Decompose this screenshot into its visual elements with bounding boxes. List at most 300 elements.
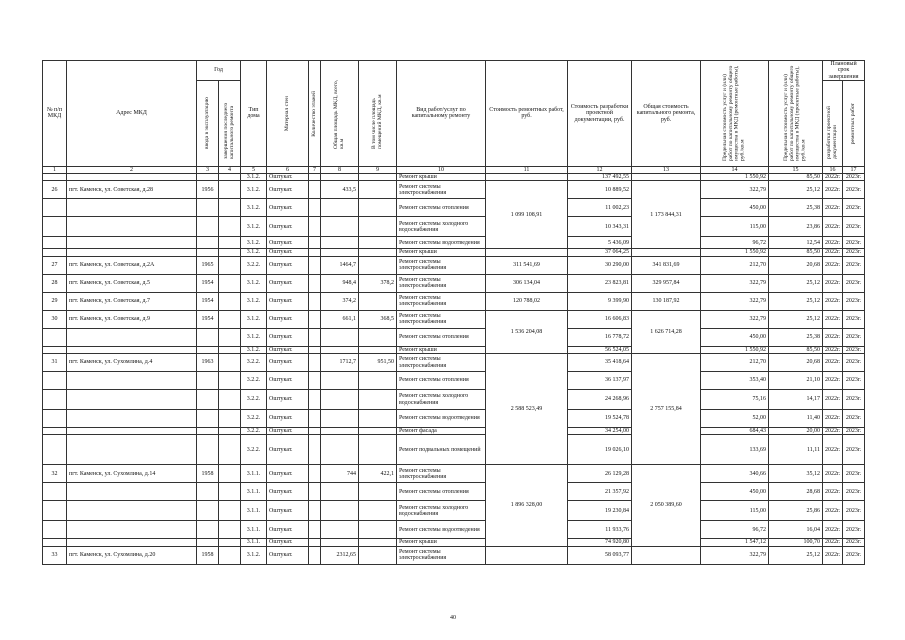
floors-cell [309, 256, 321, 274]
design-deadline-cell: 2022г. [823, 390, 843, 410]
wall-material-cell: Оштукат. [267, 521, 309, 539]
house-type-cell: 3.1.1. [241, 521, 267, 539]
house-type-cell: 3.1.1. [241, 465, 267, 483]
work-type-cell: Ремонт крыши [397, 174, 486, 181]
design-cost-cell: 16 606,83 [568, 310, 632, 328]
col-header-floors [309, 61, 321, 167]
house-type-cell: 3.1.1. [241, 539, 267, 546]
total-area-cell: 1712,7 [321, 354, 359, 372]
repair-cost-cell: 2 588 523,49 [486, 354, 568, 465]
repair-cost-cell: 1 896 328,00 [486, 465, 568, 546]
house-type-cell: 3.2.2. [241, 354, 267, 372]
repair-deadline-cell: 2023г. [843, 328, 865, 346]
max-design-cost-cell: 23,86 [769, 217, 823, 237]
max-repair-cost-cell: 450,00 [701, 199, 769, 217]
total-area-cell: 744 [321, 465, 359, 483]
wall-material-label: Материал стен [283, 95, 290, 132]
design-cost-cell: 23 823,81 [568, 274, 632, 292]
floors-cell [309, 249, 321, 256]
max-design-cost-cell: 25,12 [769, 546, 823, 564]
design-cost-cell: 16 778,72 [568, 328, 632, 346]
last-repair-year-cell [219, 428, 241, 435]
design-deadline-cell: 2022г. [823, 328, 843, 346]
design-deadline-cell: 2022г. [823, 539, 843, 546]
work-type-cell: Ремонт системы водоотведения [397, 237, 486, 249]
design-cost-cell: 10 889,52 [568, 181, 632, 199]
address-cell: пгт. Каменск, ул. Советская, д.28 [67, 181, 197, 199]
col-header-max-design-cost [769, 61, 823, 167]
wall-material-cell: Оштукат. [267, 501, 309, 521]
repair-deadline-cell: 2023г. [843, 181, 865, 199]
house-type-cell: 3.1.2. [241, 328, 267, 346]
last-repair-year-cell [219, 292, 241, 310]
floors-cell [309, 483, 321, 501]
work-type-cell: Ремонт системы электроснабжения [397, 274, 486, 292]
mkd-number-cell [43, 346, 67, 353]
design-deadline-cell: 2022г. [823, 249, 843, 256]
column-number: 9 [359, 166, 397, 173]
max-repair-cost-cell: 450,00 [701, 483, 769, 501]
house-type-cell: 3.1.2. [241, 199, 267, 217]
total-area-cell [321, 428, 359, 435]
floors-cell [309, 390, 321, 410]
last-repair-year-cell [219, 217, 241, 237]
total-area-cell: 661,1 [321, 310, 359, 328]
mkd-number-cell [43, 199, 67, 217]
floors-cell [309, 539, 321, 546]
total-area-cell [321, 217, 359, 237]
work-type-cell: Ремонт системы холодного водоснабжения [397, 217, 486, 237]
work-type-cell: Ремонт системы водоотведения [397, 410, 486, 428]
work-type-cell: Ремонт системы электроснабжения [397, 465, 486, 483]
house-type-cell: 3.2.2. [241, 372, 267, 390]
max-repair-cost-cell: 1 550,92 [701, 346, 769, 353]
design-cost-cell: 19 524,78 [568, 410, 632, 428]
premises-area-cell [359, 217, 397, 237]
table-row [43, 249, 865, 256]
column-number-row [43, 166, 865, 173]
mkd-number-cell: 31 [43, 354, 67, 372]
premises-area-cell [359, 292, 397, 310]
col-header-total-area [321, 61, 359, 167]
mkd-number-cell: 26 [43, 181, 67, 199]
column-number: 14 [701, 166, 769, 173]
floors-cell [309, 217, 321, 237]
column-number: 12 [568, 166, 632, 173]
total-area-cell: 433,5 [321, 181, 359, 199]
design-cost-cell: 58 093,77 [568, 546, 632, 564]
wall-material-cell: Оштукат. [267, 410, 309, 428]
last-repair-year-cell [219, 181, 241, 199]
premises-area-cell [359, 249, 397, 256]
repair-deadline-cell: 2023г. [843, 310, 865, 328]
design-deadline-cell: 2022г. [823, 292, 843, 310]
col-header-wall-material [267, 61, 309, 167]
wall-material-cell: Оштукат. [267, 274, 309, 292]
design-cost-cell: 37 064,25 [568, 249, 632, 256]
max-design-cost-label: Предельная стоимость услуг и (или) работ по капитальному ремонту общего имущества в МКД (проектные работы), руб./кв.м [782, 66, 807, 162]
col-header-last-repair-year [219, 80, 241, 166]
total-area-cell: 374,2 [321, 292, 359, 310]
mkd-number-cell [43, 249, 67, 256]
repair-cost-cell: 120 788,02 [486, 292, 568, 310]
total-cost-cell: 329 957,84 [632, 274, 701, 292]
address-cell: пгт. Каменск, ул. Советская, д.7 [67, 292, 197, 310]
address-cell [67, 410, 197, 428]
col-header-design-cost: Стоимость разработки проектной документации, руб. [568, 61, 632, 167]
design-deadline-cell: 2022г. [823, 465, 843, 483]
address-cell [67, 539, 197, 546]
total-cost-cell: 130 187,92 [632, 292, 701, 310]
table-row [43, 354, 865, 372]
work-type-cell: Ремонт системы отопления [397, 372, 486, 390]
last-repair-year-cell [219, 410, 241, 428]
house-type-cell: 3.1.2. [241, 310, 267, 328]
premises-area-cell [359, 256, 397, 274]
table-row [43, 546, 865, 564]
table-row [43, 521, 865, 539]
premises-area-cell [359, 435, 397, 465]
total-area-cell: 2312,65 [321, 546, 359, 564]
table-row [43, 292, 865, 310]
premises-area-cell [359, 483, 397, 501]
max-repair-cost-cell: 96,72 [701, 237, 769, 249]
table-row [43, 310, 865, 328]
design-cost-cell: 137 492,55 [568, 174, 632, 181]
max-repair-cost-cell: 115,00 [701, 217, 769, 237]
max-design-cost-cell: 11,40 [769, 410, 823, 428]
table-row [43, 174, 865, 181]
total-area-cell [321, 435, 359, 465]
last-repair-year-cell [219, 310, 241, 328]
design-cost-cell: 30 290,00 [568, 256, 632, 274]
max-design-cost-cell: 28,68 [769, 483, 823, 501]
design-deadline-cell: 2022г. [823, 174, 843, 181]
wall-material-cell: Оштукат. [267, 539, 309, 546]
floors-cell [309, 428, 321, 435]
commission-year-cell [197, 217, 219, 237]
col-header-premises-area [359, 61, 397, 167]
repair-deadline-cell: 2023г. [843, 435, 865, 465]
repair-deadline-cell: 2023г. [843, 483, 865, 501]
work-type-cell: Ремонт фасада [397, 428, 486, 435]
address-cell: пгт. Каменск, ул. Сухомлина, д.4 [67, 354, 197, 372]
table-row [43, 181, 865, 199]
house-type-cell: 3.2.2. [241, 435, 267, 465]
commission-year-label: ввода в эксплуатацию [203, 97, 210, 150]
house-type-cell: 3.1.2. [241, 181, 267, 199]
repair-cost-cell: 306 134,04 [486, 274, 568, 292]
premises-area-cell [359, 521, 397, 539]
commission-year-cell [197, 328, 219, 346]
address-cell [67, 428, 197, 435]
design-cost-cell: 26 129,28 [568, 465, 632, 483]
address-cell [67, 483, 197, 501]
wall-material-cell: Оштукат. [267, 372, 309, 390]
col-header-total-cost: Общая стоимость капитального ремонта, руб. [632, 61, 701, 167]
col-header-repair-cost: Стоимость ремонтных работ, руб. [486, 61, 568, 167]
house-type-cell: 3.2.2. [241, 256, 267, 274]
col-header-year-group: Год [197, 61, 241, 81]
house-type-cell: 3.1.1. [241, 501, 267, 521]
wall-material-cell: Оштукат. [267, 174, 309, 181]
commission-year-cell: 1954 [197, 310, 219, 328]
floors-cell [309, 465, 321, 483]
repair-deadline-cell: 2023г. [843, 546, 865, 564]
wall-material-cell: Оштукат. [267, 428, 309, 435]
total-cost-cell [632, 249, 701, 256]
column-number: 7 [309, 166, 321, 173]
repair-deadline-cell: 2023г. [843, 372, 865, 390]
design-cost-cell: 35 418,64 [568, 354, 632, 372]
max-design-cost-cell: 100,70 [769, 539, 823, 546]
wall-material-cell: Оштукат. [267, 465, 309, 483]
column-number: 17 [843, 166, 865, 173]
column-number: 8 [321, 166, 359, 173]
col-header-commission-year [197, 80, 219, 166]
wall-material-cell: Оштукат. [267, 390, 309, 410]
table-row [43, 217, 865, 237]
address-cell [67, 521, 197, 539]
premises-area-cell [359, 181, 397, 199]
max-design-cost-cell: 85,50 [769, 249, 823, 256]
house-type-cell: 3.1.2. [241, 237, 267, 249]
floors-cell [309, 174, 321, 181]
design-deadline-cell: 2022г. [823, 346, 843, 353]
table-row [43, 390, 865, 410]
premises-area-cell: 951,50 [359, 354, 397, 372]
max-design-cost-cell: 85,50 [769, 174, 823, 181]
work-type-cell: Ремонт подвальных помещений [397, 435, 486, 465]
design-deadline-cell: 2022г. [823, 521, 843, 539]
last-repair-year-cell [219, 539, 241, 546]
max-repair-cost-cell: 322,79 [701, 310, 769, 328]
design-deadline-cell: 2022г. [823, 274, 843, 292]
repair-deadline-cell: 2023г. [843, 410, 865, 428]
floors-cell [309, 292, 321, 310]
max-design-cost-cell: 21,10 [769, 372, 823, 390]
last-repair-year-cell [219, 483, 241, 501]
repair-cost-cell: 1 536 204,08 [486, 310, 568, 353]
table-row [43, 465, 865, 483]
column-number: 5 [241, 166, 267, 173]
mkd-number-cell [43, 539, 67, 546]
column-number: 15 [769, 166, 823, 173]
table-row [43, 346, 865, 353]
total-cost-cell: 2 050 389,60 [632, 465, 701, 546]
max-repair-cost-cell: 1 550,92 [701, 249, 769, 256]
repair-deadline-label: ремонтных работ [849, 102, 856, 145]
work-type-cell: Ремонт системы электроснабжения [397, 310, 486, 328]
floors-cell [309, 199, 321, 217]
max-repair-cost-cell: 450,00 [701, 328, 769, 346]
floors-cell [309, 328, 321, 346]
total-area-cell [321, 539, 359, 546]
mkd-number-cell [43, 174, 67, 181]
work-type-cell: Ремонт системы холодного водоснабжения [397, 501, 486, 521]
mkd-number-cell: 29 [43, 292, 67, 310]
repair-deadline-cell: 2023г. [843, 428, 865, 435]
mkd-number-cell [43, 521, 67, 539]
premises-area-cell [359, 174, 397, 181]
commission-year-cell [197, 483, 219, 501]
max-repair-cost-cell: 212,70 [701, 354, 769, 372]
design-deadline-cell: 2022г. [823, 217, 843, 237]
mkd-number-cell [43, 428, 67, 435]
wall-material-cell: Оштукат. [267, 199, 309, 217]
last-repair-year-label: завершения последнего капитального ремонта [222, 103, 235, 160]
commission-year-cell [197, 249, 219, 256]
house-type-cell: 3.1.2. [241, 249, 267, 256]
address-cell: пгт. Каменск, ул. Сухомлина, д.14 [67, 465, 197, 483]
max-design-cost-cell: 16,04 [769, 521, 823, 539]
repair-deadline-cell: 2023г. [843, 390, 865, 410]
house-type-cell: 3.1.2. [241, 546, 267, 564]
wall-material-cell: Оштукат. [267, 435, 309, 465]
premises-area-label: В том числе площадь помещений МКД, кв.м [370, 94, 383, 150]
work-type-cell: Ремонт системы электроснабжения [397, 256, 486, 274]
mkd-number-cell [43, 217, 67, 237]
floors-cell [309, 521, 321, 539]
work-type-cell: Ремонт системы электроснабжения [397, 354, 486, 372]
work-type-cell: Ремонт системы холодного водоснабжения [397, 390, 486, 410]
floors-cell [309, 354, 321, 372]
max-design-cost-cell: 14,17 [769, 390, 823, 410]
premises-area-cell [359, 199, 397, 217]
floors-cell [309, 346, 321, 353]
mkd-number-cell [43, 435, 67, 465]
col-header-repair-deadline [843, 80, 865, 166]
table-row [43, 501, 865, 521]
premises-area-cell: 422,1 [359, 465, 397, 483]
mkd-number-cell [43, 483, 67, 501]
floors-cell [309, 501, 321, 521]
design-cost-cell: 21 357,92 [568, 483, 632, 501]
last-repair-year-cell [219, 521, 241, 539]
total-area-cell [321, 521, 359, 539]
last-repair-year-cell [219, 346, 241, 353]
max-design-cost-cell: 20,00 [769, 428, 823, 435]
max-design-cost-cell: 25,38 [769, 199, 823, 217]
total-area-cell [321, 410, 359, 428]
col-header-design-deadline [823, 80, 843, 166]
premises-area-cell [359, 546, 397, 564]
table-row [43, 372, 865, 390]
address-cell: пгт. Каменск, ул. Сухомлина, д.20 [67, 546, 197, 564]
wall-material-cell: Оштукат. [267, 546, 309, 564]
mkd-number-cell: 27 [43, 256, 67, 274]
design-cost-cell: 19 026,10 [568, 435, 632, 465]
work-type-cell: Ремонт системы отопления [397, 199, 486, 217]
column-number: 11 [486, 166, 568, 173]
max-design-cost-cell: 85,50 [769, 346, 823, 353]
work-type-cell: Ремонт системы электроснабжения [397, 546, 486, 564]
max-design-cost-cell: 25,12 [769, 274, 823, 292]
commission-year-cell: 1965 [197, 256, 219, 274]
max-design-cost-cell: 20,68 [769, 354, 823, 372]
premises-area-cell [359, 346, 397, 353]
premises-area-cell [359, 328, 397, 346]
repair-cost-cell [486, 174, 568, 181]
commission-year-cell: 1954 [197, 292, 219, 310]
table-row [43, 539, 865, 546]
design-deadline-cell: 2022г. [823, 428, 843, 435]
premises-area-cell: 368,5 [359, 310, 397, 328]
max-design-cost-cell: 25,12 [769, 292, 823, 310]
last-repair-year-cell [219, 465, 241, 483]
commission-year-cell [197, 428, 219, 435]
last-repair-year-cell [219, 237, 241, 249]
wall-material-cell: Оштукат. [267, 249, 309, 256]
premises-area-cell [359, 372, 397, 390]
table-row [43, 256, 865, 274]
max-design-cost-cell: 12,54 [769, 237, 823, 249]
repair-deadline-cell: 2023г. [843, 274, 865, 292]
repair-deadline-cell: 2023г. [843, 346, 865, 353]
col-header-deadline-group: Плановый срок завершения [823, 61, 865, 81]
commission-year-cell [197, 521, 219, 539]
max-repair-cost-cell: 684,43 [701, 428, 769, 435]
design-cost-cell: 36 137,97 [568, 372, 632, 390]
table-row [43, 274, 865, 292]
work-type-cell: Ремонт системы электроснабжения [397, 181, 486, 199]
max-repair-cost-cell: 322,79 [701, 181, 769, 199]
commission-year-cell [197, 372, 219, 390]
max-repair-cost-cell: 75,16 [701, 390, 769, 410]
repair-cost-cell [486, 546, 568, 564]
mkd-number-cell [43, 372, 67, 390]
max-repair-cost-cell: 212,70 [701, 256, 769, 274]
column-number: 4 [219, 166, 241, 173]
repair-cost-cell: 311 541,69 [486, 256, 568, 274]
repair-deadline-cell: 2023г. [843, 237, 865, 249]
column-number: 1 [43, 166, 67, 173]
floors-cell [309, 410, 321, 428]
premises-area-cell: 378,2 [359, 274, 397, 292]
last-repair-year-cell [219, 328, 241, 346]
address-cell [67, 346, 197, 353]
last-repair-year-cell [219, 372, 241, 390]
total-area-cell [321, 501, 359, 521]
floors-cell [309, 310, 321, 328]
wall-material-cell: Оштукат. [267, 237, 309, 249]
mkd-number-cell: 32 [43, 465, 67, 483]
capital-repair-table [42, 60, 865, 565]
repair-cost-cell [486, 249, 568, 256]
mkd-number-cell: 28 [43, 274, 67, 292]
repair-deadline-cell: 2023г. [843, 256, 865, 274]
last-repair-year-cell [219, 354, 241, 372]
repair-deadline-cell: 2023г. [843, 292, 865, 310]
address-cell [67, 435, 197, 465]
commission-year-cell [197, 539, 219, 546]
address-cell [67, 249, 197, 256]
wall-material-cell: Оштукат. [267, 292, 309, 310]
premises-area-cell [359, 501, 397, 521]
total-area-cell [321, 346, 359, 353]
column-number: 16 [823, 166, 843, 173]
address-cell: пгт. Каменск, ул. Советская, д.2А [67, 256, 197, 274]
floors-cell [309, 274, 321, 292]
total-area-cell [321, 237, 359, 249]
repair-deadline-cell: 2023г. [843, 501, 865, 521]
wall-material-cell: Оштукат. [267, 310, 309, 328]
design-deadline-cell: 2022г. [823, 483, 843, 501]
mkd-number-cell: 33 [43, 546, 67, 564]
design-cost-cell: 11 933,76 [568, 521, 632, 539]
address-cell: пгт. Каменск, ул. Советская, д.9 [67, 310, 197, 328]
mkd-number-cell [43, 390, 67, 410]
